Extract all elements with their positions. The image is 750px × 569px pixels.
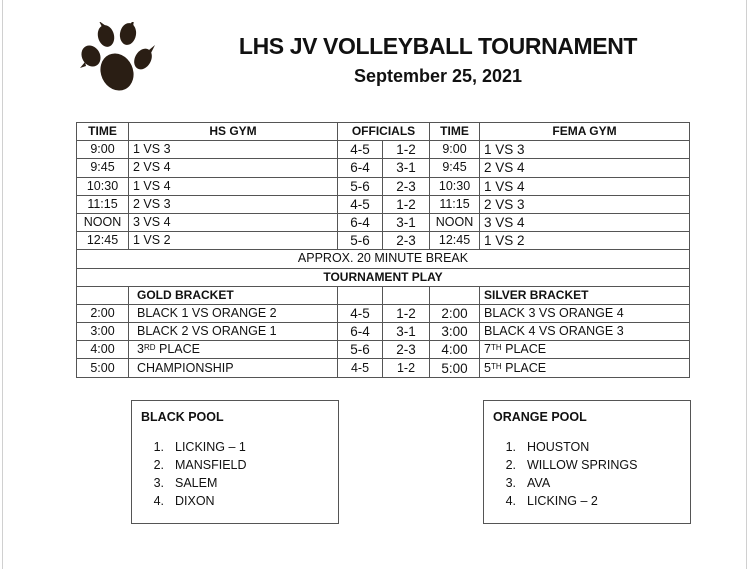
time-cell: 4:00 <box>430 341 480 359</box>
team-name: LICKING – 2 <box>527 494 598 508</box>
hs-match-cell: 2 VS 4 <box>129 159 338 177</box>
official-b-cell: 2-3 <box>383 341 430 359</box>
official-a-cell: 5-6 <box>338 177 383 195</box>
empty-cell <box>430 286 480 304</box>
table-header-row <box>77 123 690 141</box>
fema-match-cell: 2 VS 3 <box>480 195 690 213</box>
header-fema-gym: FEMA GYM <box>480 123 690 141</box>
time-cell: 12:45 <box>77 232 129 250</box>
place-number: 7 <box>484 342 491 357</box>
list-item <box>142 438 247 456</box>
header-time-left: TIME <box>77 123 129 141</box>
place-suffix: RD <box>143 343 156 353</box>
silver-bracket-heading: SILVER BRACKET <box>480 286 690 304</box>
fema-match-cell: 1 VS 4 <box>480 177 690 195</box>
silver-match-cell <box>480 359 690 377</box>
gold-match-cell <box>129 341 338 359</box>
orange-pool-list <box>494 438 637 510</box>
list-item <box>494 438 637 456</box>
time-cell: 9:45 <box>430 159 480 177</box>
list-number: 3. <box>153 476 164 490</box>
silver-match-cell <box>480 341 690 359</box>
official-b-cell: 1-2 <box>383 195 430 213</box>
official-a-cell: 6-4 <box>338 159 383 177</box>
time-cell: 2:00 <box>430 304 480 322</box>
black-pool-title: BLACK POOL <box>141 410 224 424</box>
gold-match-cell: CHAMPIONSHIP <box>129 359 338 377</box>
time-cell: 9:00 <box>430 141 480 159</box>
time-cell: 4:00 <box>77 341 129 359</box>
team-name: WILLOW SPRINGS <box>527 458 638 472</box>
official-a-cell: 6-4 <box>338 323 383 341</box>
time-cell: 5:00 <box>77 359 129 377</box>
header-officials: OFFICIALS <box>338 123 430 141</box>
list-item <box>142 474 247 492</box>
official-b-cell: 1-2 <box>383 141 430 159</box>
hs-match-cell: 3 VS 4 <box>129 213 338 231</box>
empty-cell <box>338 286 383 304</box>
fema-match-cell: 1 VS 2 <box>480 232 690 250</box>
official-a-cell: 4-5 <box>338 141 383 159</box>
place-suffix: TH <box>490 343 502 353</box>
official-a-cell: 5-6 <box>338 341 383 359</box>
table-row <box>77 341 690 359</box>
list-number: 4. <box>505 494 516 508</box>
fema-match-cell: 2 VS 4 <box>480 159 690 177</box>
time-cell: 9:00 <box>77 141 129 159</box>
team-name: AVA <box>527 476 551 490</box>
time-cell: 9:45 <box>77 159 129 177</box>
place-word: PLACE <box>501 360 547 375</box>
list-number: 4. <box>153 494 164 508</box>
time-cell: 11:15 <box>77 195 129 213</box>
tournament-play-heading: TOURNAMENT PLAY <box>77 268 690 286</box>
table-row <box>77 359 690 377</box>
orange-pool-title: ORANGE POOL <box>493 410 587 424</box>
empty-cell <box>77 286 129 304</box>
official-b-cell: 2-3 <box>383 177 430 195</box>
time-cell: NOON <box>430 213 480 231</box>
break-row <box>77 250 690 268</box>
official-a-cell: 6-4 <box>338 213 383 231</box>
time-cell: NOON <box>77 213 129 231</box>
official-b-cell: 1-2 <box>383 359 430 377</box>
break-text: APPROX. 20 MINUTE BREAK <box>77 250 690 268</box>
header-hs-gym: HS GYM <box>129 123 338 141</box>
place-number: 5 <box>484 360 491 375</box>
official-a-cell: 5-6 <box>338 232 383 250</box>
official-b-cell: 3-1 <box>383 159 430 177</box>
header-time-right: TIME <box>430 123 480 141</box>
fema-match-cell: 3 VS 4 <box>480 213 690 231</box>
list-item <box>494 456 637 474</box>
tournament-play-row <box>77 268 690 286</box>
list-item <box>142 456 247 474</box>
team-name: MANSFIELD <box>175 458 247 472</box>
table-row <box>77 141 690 159</box>
fema-match-cell: 1 VS 3 <box>480 141 690 159</box>
time-cell: 2:00 <box>77 304 129 322</box>
list-item <box>494 474 637 492</box>
list-item <box>142 492 247 510</box>
list-number: 3. <box>505 476 516 490</box>
official-b-cell: 2-3 <box>383 232 430 250</box>
list-number: 1. <box>505 440 516 454</box>
list-number: 2. <box>505 458 516 472</box>
official-a-cell: 4-5 <box>338 304 383 322</box>
time-cell: 11:15 <box>430 195 480 213</box>
official-b-cell: 3-1 <box>383 213 430 231</box>
time-cell: 10:30 <box>430 177 480 195</box>
list-number: 2. <box>153 458 164 472</box>
table-row <box>77 159 690 177</box>
team-name: HOUSTON <box>527 440 590 454</box>
table-row <box>77 213 690 231</box>
table-row <box>77 304 690 322</box>
page-date: September 25, 2021 <box>353 66 523 86</box>
schedule-table <box>76 122 690 378</box>
list-item <box>494 492 637 510</box>
time-cell: 3:00 <box>430 323 480 341</box>
official-b-cell: 3-1 <box>383 323 430 341</box>
place-suffix: TH <box>490 361 502 371</box>
gold-match-cell: BLACK 2 VS ORANGE 1 <box>129 323 338 341</box>
gold-match-cell: BLACK 1 VS ORANGE 2 <box>129 304 338 322</box>
silver-match-cell: BLACK 4 VS ORANGE 3 <box>480 323 690 341</box>
silver-match-cell: BLACK 3 VS ORANGE 4 <box>480 304 690 322</box>
list-number: 1. <box>153 440 164 454</box>
page-title: LHS JV VOLLEYBALL TOURNAMENT <box>238 33 638 59</box>
place-word: PLACE <box>501 342 547 357</box>
team-name: DIXON <box>175 494 215 508</box>
team-name: LICKING – 1 <box>175 440 246 454</box>
place-word: PLACE <box>155 342 200 357</box>
table-row <box>77 177 690 195</box>
official-b-cell: 1-2 <box>383 304 430 322</box>
table-row <box>77 195 690 213</box>
black-pool-box <box>131 400 339 524</box>
gold-bracket-heading: GOLD BRACKET <box>129 286 338 304</box>
time-cell: 12:45 <box>430 232 480 250</box>
hs-match-cell: 1 VS 3 <box>129 141 338 159</box>
official-a-cell: 4-5 <box>338 359 383 377</box>
time-cell: 3:00 <box>77 323 129 341</box>
table-row <box>77 323 690 341</box>
hs-match-cell: 1 VS 2 <box>129 232 338 250</box>
team-name: SALEM <box>175 476 218 490</box>
time-cell: 5:00 <box>430 359 480 377</box>
table-row <box>77 232 690 250</box>
place-number: 3 <box>137 342 144 357</box>
orange-pool-box <box>483 400 691 524</box>
hs-match-cell: 2 VS 3 <box>129 195 338 213</box>
empty-cell <box>383 286 430 304</box>
hs-match-cell: 1 VS 4 <box>129 177 338 195</box>
official-a-cell: 4-5 <box>338 195 383 213</box>
bracket-header-row <box>77 286 690 304</box>
black-pool-list <box>142 438 247 510</box>
time-cell: 10:30 <box>77 177 129 195</box>
